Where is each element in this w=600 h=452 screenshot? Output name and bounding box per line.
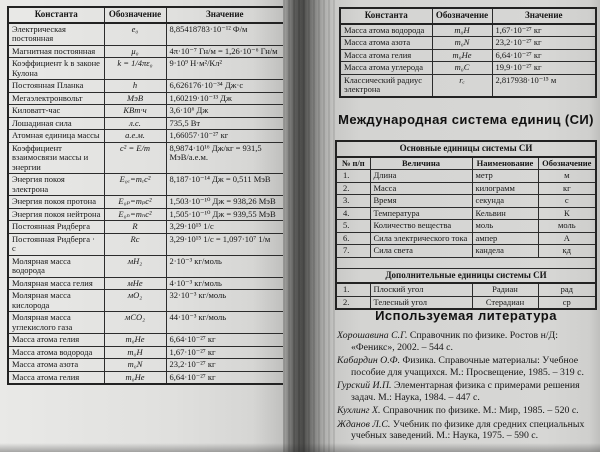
literature-text: Справочник по физике. М.: Мир, 1985. – 520 с. (382, 405, 579, 416)
constant-name: Коэффициент взаимосвязи массы и энергии (8, 142, 104, 174)
literature-text: Элементарная физика с примерами решения задач. М.: Наука, 1984. – 447 с. (351, 380, 580, 403)
constant-name: Постоянная Планка (8, 80, 104, 93)
si-row-number: 2. (336, 182, 370, 195)
constant-row (340, 74, 596, 97)
si-quantity: Температура (370, 207, 472, 220)
col-header-unit-symbol: Обозначение (538, 157, 596, 170)
si-unit-row (336, 245, 596, 258)
si-unit-row (336, 195, 596, 208)
col-header-symbol: Обозначение (432, 8, 492, 24)
constant-value: 8,9874·10¹⁶ Дж/кг = 931,5 МэВ/а.е.м. (166, 142, 284, 174)
si-unit-row (336, 232, 596, 245)
constant-name: Энергия покоя электрона (8, 174, 104, 196)
si-unit-name: ампер (472, 232, 538, 245)
constant-value: 1,67·10⁻²⁷ кг (166, 346, 284, 359)
constant-value: 44·10⁻³ кг/моль (166, 312, 284, 334)
constant-row (8, 233, 284, 255)
si-unit-symbol: К (538, 207, 596, 220)
constant-value: 6,64·10⁻²⁷ кг (492, 49, 596, 62)
si-column-header-row (336, 157, 596, 170)
left-page (0, 0, 287, 452)
constants-table-left (7, 6, 285, 385)
constant-name: Масса атома гелия (8, 334, 104, 347)
constant-name: Энергия покоя нейтрона (8, 208, 104, 221)
si-quantity: Сила электрического тока (370, 232, 472, 245)
constant-symbol: E₀ₚ=mₚc² (104, 196, 166, 209)
constant-value: 4·10⁻³ кг/моль (166, 277, 284, 290)
constant-value: 9·10⁹ Н·м²/Кл² (166, 58, 284, 80)
constant-row (340, 49, 596, 62)
si-quantity: Масса (370, 182, 472, 195)
col-header-constant: Константа (340, 8, 432, 24)
constant-row (340, 62, 596, 75)
literature-text: Физика. Справочные материалы: Учебное пособие для учащихся. М.: Просвещение, 1985. – 319 с. (351, 355, 584, 378)
constant-name: Электрическая постоянная (8, 23, 104, 46)
si-unit-symbol: кд (538, 245, 596, 258)
constant-row (8, 359, 284, 372)
si-unit-name: Кельвин (472, 207, 538, 220)
constant-symbol: c² = E/m (104, 142, 166, 174)
constant-value: 8,85418783·10⁻¹² Ф/м (166, 23, 284, 46)
constant-symbol: k = 1/4πε₀ (104, 58, 166, 80)
constant-symbol: m₀He (104, 334, 166, 347)
si-unit-symbol: кг (538, 182, 596, 195)
constant-value: 1,60219·10⁻¹³ Дж (166, 92, 284, 105)
constant-row (8, 117, 284, 130)
si-row-number: 1. (336, 170, 370, 183)
constant-row (8, 255, 284, 277)
constant-row (8, 290, 284, 312)
table-header-row (8, 7, 284, 23)
constants-table-right-body (340, 24, 596, 97)
constant-symbol: МэВ (104, 92, 166, 105)
constant-row (8, 277, 284, 290)
literature-author: Гурский И.П. (337, 380, 392, 391)
constant-name: Классический радиус электрона (340, 74, 432, 97)
constant-symbol: Rc (104, 233, 166, 255)
si-unit-symbol: А (538, 232, 596, 245)
constant-name: Молярная масса кислорода (8, 290, 104, 312)
literature-entry (337, 419, 595, 442)
constant-name: Лошадиная сила (8, 117, 104, 130)
constant-name: Киловатт-час (8, 105, 104, 118)
si-unit-name: метр (472, 170, 538, 183)
constants-table-right (339, 7, 597, 98)
si-quantity: Плоский угол (370, 283, 472, 296)
literature-author: Хорошавина С.Г. (337, 330, 408, 341)
si-unit-row (336, 283, 596, 296)
si-row-number: 3. (336, 195, 370, 208)
literature-text: Справочник по физике. Ростов н/Д: «Феникс», 2002. – 544 с. (351, 330, 558, 353)
si-unit-row (336, 182, 596, 195)
constant-symbol: m₀H (104, 346, 166, 359)
constant-row (8, 221, 284, 234)
col-header-symbol: Обозначение (104, 7, 166, 23)
si-unit-name: моль (472, 220, 538, 233)
constant-symbol: m₀N (432, 37, 492, 50)
si-quantity: Телесный угол (370, 296, 472, 309)
constant-name: Постоянная Ридберга (8, 221, 104, 234)
table-header-row (340, 8, 596, 24)
constant-symbol: m₀N (104, 359, 166, 372)
si-unit-name: Стерадиан (472, 296, 538, 309)
constant-symbol: E₀ₙ=mₙc² (104, 208, 166, 221)
si-additional-header-row (336, 268, 596, 283)
constant-name: Коэффициент k в законе Кулона (8, 58, 104, 80)
si-unit-name: Радиан (472, 283, 538, 296)
si-unit-row (336, 170, 596, 183)
constant-symbol: rₑ (432, 74, 492, 97)
si-additional-header: Дополнительные единицы системы СИ (336, 268, 596, 283)
constant-value: 3,29·10¹⁵ 1/с (166, 221, 284, 234)
literature-text: Учебник по физике для средних специальных учебных заведений. М.: Наука, 1975. – 590 с. (351, 418, 585, 441)
si-unit-row (336, 220, 596, 233)
constant-row (340, 24, 596, 37)
si-unit-symbol: ср (538, 296, 596, 309)
col-header-quantity: Величина (370, 157, 472, 170)
si-row-number: 2. (336, 296, 370, 309)
constant-symbol: m₀C (432, 62, 492, 75)
constant-name: Молярная масса водорода (8, 255, 104, 277)
literature-author: Жданов Л.С. (337, 418, 391, 430)
si-spacer-row (336, 257, 596, 268)
constant-row (8, 80, 284, 93)
constant-value: 23,2·10⁻²⁷ кг (492, 37, 596, 50)
constant-value: 3,29·10¹⁵ 1/с = 1,097·10⁷ 1/м (166, 233, 284, 255)
constant-value: 4π·10⁻⁷ Гн/м = 1,26·10⁻⁶ Гн/м (166, 45, 284, 58)
si-main-header: Основные единицы системы СИ (336, 141, 596, 157)
constant-row (8, 334, 284, 347)
constant-symbol: мHe (104, 277, 166, 290)
si-unit-symbol: рад (538, 283, 596, 296)
constant-symbol: мH₂ (104, 255, 166, 277)
constant-value: 6,626176·10⁻³⁴ Дж·с (166, 80, 284, 93)
constant-row (8, 92, 284, 105)
constant-symbol: мO₂ (104, 290, 166, 312)
si-row-number: 1. (336, 283, 370, 296)
constant-name: Мегаэлектронвольт (8, 92, 104, 105)
constant-symbol: а.е.м. (104, 130, 166, 143)
si-row-number: 5. (336, 220, 370, 233)
si-unit-name: килограмм (472, 182, 538, 195)
si-quantity: Длина (370, 170, 472, 183)
constant-symbol: m₀H (432, 24, 492, 37)
literature-list (337, 330, 595, 444)
si-row-number: 7. (336, 245, 370, 258)
constant-value: 3,6·10⁶ Дж (166, 105, 284, 118)
constant-row (340, 37, 596, 50)
constant-name: Масса атома углерода (340, 62, 432, 75)
constant-value: 1,67·10⁻²⁷ кг (492, 24, 596, 37)
col-header-value: Значение (166, 7, 284, 23)
constant-name: Масса атома гелия (8, 371, 104, 384)
constant-row (8, 174, 284, 196)
constant-name: Масса атома азота (340, 37, 432, 50)
constant-value: 1,503·10⁻¹⁰ Дж = 938,26 МэВ (166, 196, 284, 209)
si-units-table (335, 140, 597, 310)
literature-entry (337, 330, 595, 353)
constant-value: 8,187·10⁻¹⁴ Дж = 0,511 МэВ (166, 174, 284, 196)
constant-symbol: h (104, 80, 166, 93)
constant-row (8, 312, 284, 334)
constant-value: 32·10⁻³ кг/моль (166, 290, 284, 312)
si-additional-units-body (336, 283, 596, 309)
constant-row (8, 196, 284, 209)
constant-name: Магнитная постоянная (8, 45, 104, 58)
literature-entry (337, 355, 595, 378)
si-main-header-row (336, 141, 596, 157)
constant-name: Масса атома водорода (340, 24, 432, 37)
constant-symbol: мCO₂ (104, 312, 166, 334)
si-row-number: 4. (336, 207, 370, 220)
si-main-units-body (336, 170, 596, 258)
si-unit-name: кандела (472, 245, 538, 258)
constant-row (8, 371, 284, 384)
constant-value: 2,817938·10⁻¹⁵ м (492, 74, 596, 97)
col-header-unit-name: Наименование (472, 157, 538, 170)
col-header-number: № п/п (336, 157, 370, 170)
page-gutter-shadow (283, 0, 335, 452)
gutter-streaks (283, 0, 335, 452)
si-unit-row (336, 207, 596, 220)
constant-value: 23,2·10⁻²⁷ кг (166, 359, 284, 372)
si-unit-symbol: моль (538, 220, 596, 233)
constant-row (8, 208, 284, 221)
constant-symbol: R (104, 221, 166, 234)
literature-title: Используемая литература (375, 308, 557, 323)
si-section-title: Международная система единиц (СИ) (338, 112, 594, 127)
constant-name: Масса атома азота (8, 359, 104, 372)
constant-symbol: m₀He (104, 371, 166, 384)
constant-value: 735,5 Вт (166, 117, 284, 130)
right-page (335, 0, 600, 452)
constant-symbol: КВт·ч (104, 105, 166, 118)
col-header-value: Значение (492, 8, 596, 24)
constant-row (8, 58, 284, 80)
constant-row (8, 105, 284, 118)
constant-value: 1,505·10⁻¹⁰ Дж = 939,55 МэВ (166, 208, 284, 221)
constant-symbol: л.с. (104, 117, 166, 130)
constant-value: 1,66057·10⁻²⁷ кг (166, 130, 284, 143)
si-unit-symbol: с (538, 195, 596, 208)
constant-name: Энергия покоя протона (8, 196, 104, 209)
si-quantity: Количество вещества (370, 220, 472, 233)
constant-symbol: e₀ (104, 23, 166, 46)
constant-value: 19,9·10⁻²⁷ кг (492, 62, 596, 75)
si-row-number: 6. (336, 232, 370, 245)
constant-value: 6,64·10⁻²⁷ кг (166, 371, 284, 384)
constant-name: Постоянная Ридберга · c (8, 233, 104, 255)
si-quantity: Сила света (370, 245, 472, 258)
literature-author: Кабардин О.Ф. (337, 355, 401, 366)
constant-row (8, 130, 284, 143)
constant-name: Молярная масса гелия (8, 277, 104, 290)
constant-row (8, 142, 284, 174)
constants-table-left-body (8, 23, 284, 385)
si-quantity: Время (370, 195, 472, 208)
constant-name: Масса атома водорода (8, 346, 104, 359)
constant-row (8, 346, 284, 359)
constant-value: 6,64·10⁻²⁷ кг (166, 334, 284, 347)
si-unit-symbol: м (538, 170, 596, 183)
constant-name: Молярная масса углекислого газа (8, 312, 104, 334)
constant-symbol: m₀He (432, 49, 492, 62)
literature-author: Кухлинг Х. (337, 405, 381, 416)
constant-symbol: E₀ₑ=mₑc² (104, 174, 166, 196)
literature-entry (337, 405, 595, 417)
constant-symbol: μ₀ (104, 45, 166, 58)
constant-row (8, 23, 284, 46)
col-header-constant: Константа (8, 7, 104, 23)
constant-name: Масса атома гелия (340, 49, 432, 62)
constant-value: 2·10⁻³ кг/моль (166, 255, 284, 277)
constant-row (8, 45, 284, 58)
literature-entry (337, 380, 595, 403)
constant-name: Атомная единица массы (8, 130, 104, 143)
si-unit-name: секунда (472, 195, 538, 208)
